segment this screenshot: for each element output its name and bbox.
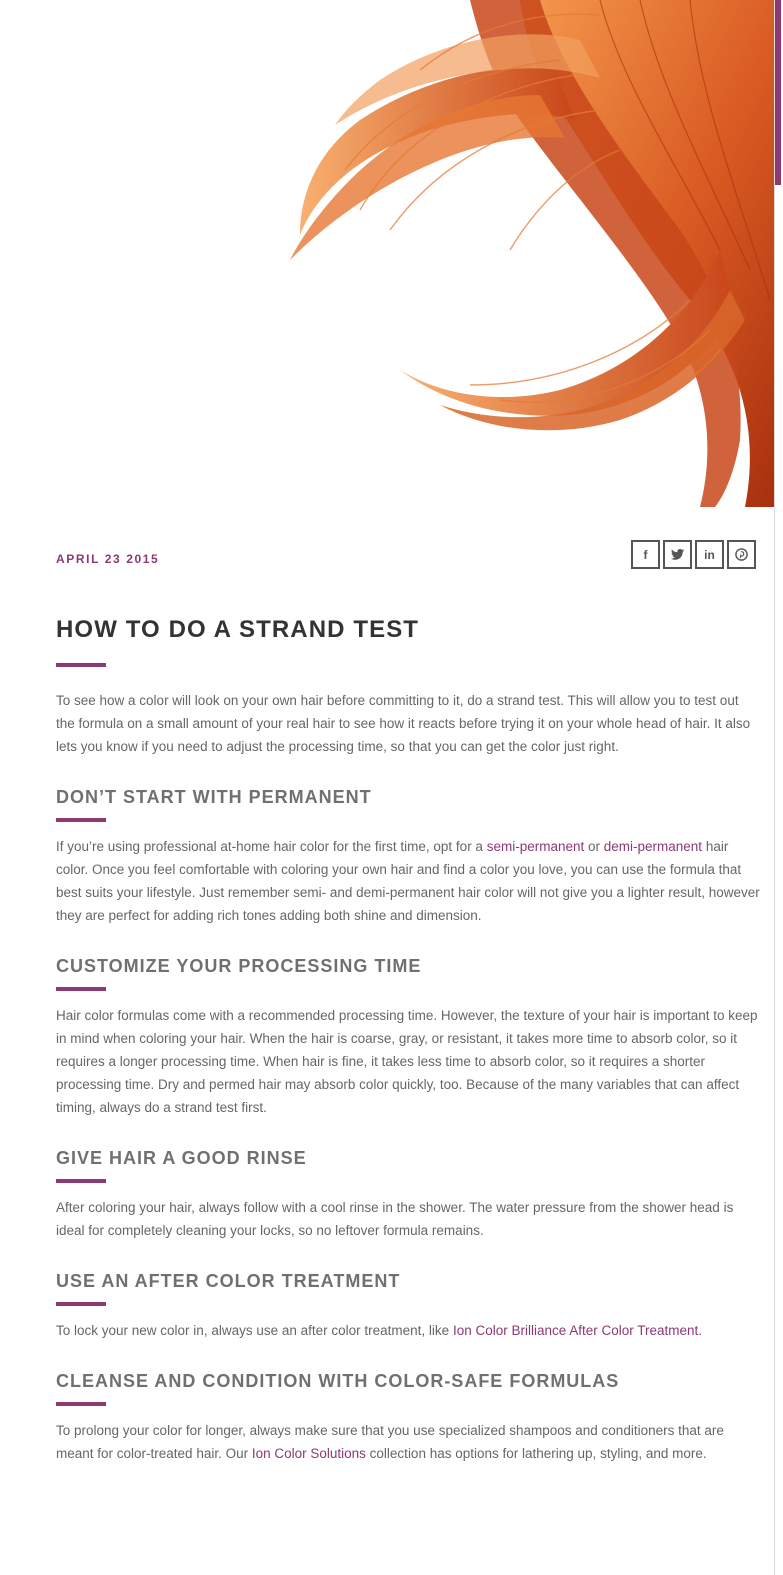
ion-color-brilliance-link[interactable]: Ion Color Brilliance After Color Treatment.: [452, 1323, 703, 1338]
page-edge-divider: [774, 0, 775, 1575]
text-fragment: To lock your new color in, always use an after color treatment, like: [56, 1323, 453, 1338]
section-color-safe-formulas: [56, 1369, 761, 1465]
pinterest-icon: [735, 548, 748, 561]
text-fragment: If you’re using professional at-home hair color for the first time, opt for a: [56, 839, 487, 854]
section-dont-start-with-permanent: [56, 785, 761, 927]
section-give-hair-good-rinse: [56, 1146, 761, 1242]
facebook-share-button[interactable]: [631, 540, 660, 569]
heading-underline: [56, 1302, 106, 1306]
section-after-color-treatment: [56, 1269, 761, 1342]
section-customize-processing-time: [56, 954, 761, 1119]
section-text: [56, 1419, 761, 1465]
title-underline: [56, 663, 106, 667]
section-text: After coloring your hair, always follow with a cool rinse in the shower. The water pressure from the shower head is ideal for completely cleaning your locks, so no leftover formula remains.: [56, 1200, 734, 1238]
heading-underline: [56, 1179, 106, 1183]
hero-image: [0, 0, 774, 507]
scrollbar-thumb[interactable]: [775, 0, 781, 185]
text-fragment: collection has options for lathering up, styling, and more.: [365, 1446, 707, 1461]
heading-underline: [56, 987, 106, 991]
demi-permanent-link[interactable]: demi-permanent: [603, 839, 703, 854]
post-date: APRIL 23 2015: [56, 552, 160, 566]
section-heading: DON’T START WITH PERMANENT: [56, 787, 372, 807]
linkedin-share-button[interactable]: [695, 540, 724, 569]
pinterest-share-button[interactable]: [727, 540, 756, 569]
red-hair-illustration: [0, 0, 774, 507]
linkedin-icon: in: [704, 547, 715, 562]
article-intro: To see how a color will look on your own hair before committing to it, do a strand test. This will allow you to test out the formula on a small amount of your real hair to see how it reacts before trying it on your whole head of hair. It also lets you know if you need to adjust the processing time, so that you can get the color just right.: [56, 693, 751, 754]
twitter-share-button[interactable]: [663, 540, 692, 569]
text-fragment: hair color. Once you feel comfortable with coloring your own hair and find a color you love, you can use the formula that best suits your lifestyle. Just remember semi- and demi-permanent hair color will not give you a lighter result, however they are perfect for adding rich tones adding both shine and dimension.: [56, 839, 760, 923]
twitter-icon: [671, 549, 684, 560]
text-fragment: or: [584, 839, 604, 854]
section-heading: USE AN AFTER COLOR TREATMENT: [56, 1271, 401, 1291]
text-fragment: To prolong your color for longer, always make sure that you use specialized shampoos and conditioners that are meant for color-treated hair. Our: [56, 1423, 724, 1461]
ion-color-solutions-link[interactable]: Ion Color Solutions: [251, 1446, 366, 1461]
section-text: [56, 1319, 761, 1342]
section-text: [56, 835, 761, 927]
section-text: Hair color formulas come with a recommended processing time. However, the texture of your hair is important to keep in mind when coloring your hair. When the hair is coarse, gray, or resistant, it takes more time to absorb color, so it requires a longer processing time. When hair is fine, it takes less time to absorb color, so it requires a shorter processing time. Dry and permed hair may absorb color quickly, too. Because of the many variables that can affect timing, always do a strand test first.: [56, 1008, 758, 1115]
share-buttons: [631, 540, 756, 569]
section-heading: CUSTOMIZE YOUR PROCESSING TIME: [56, 956, 422, 976]
article-title: HOW TO DO A STRAND TEST: [56, 616, 420, 643]
heading-underline: [56, 1402, 106, 1406]
section-heading: CLEANSE AND CONDITION WITH COLOR-SAFE FORMULAS: [56, 1371, 620, 1391]
semi-permanent-link[interactable]: semi-permanent: [486, 839, 585, 854]
facebook-icon: f: [643, 547, 648, 562]
section-heading: GIVE HAIR A GOOD RINSE: [56, 1148, 307, 1168]
heading-underline: [56, 818, 106, 822]
post-meta: [56, 540, 756, 572]
article-body: [56, 612, 761, 1465]
